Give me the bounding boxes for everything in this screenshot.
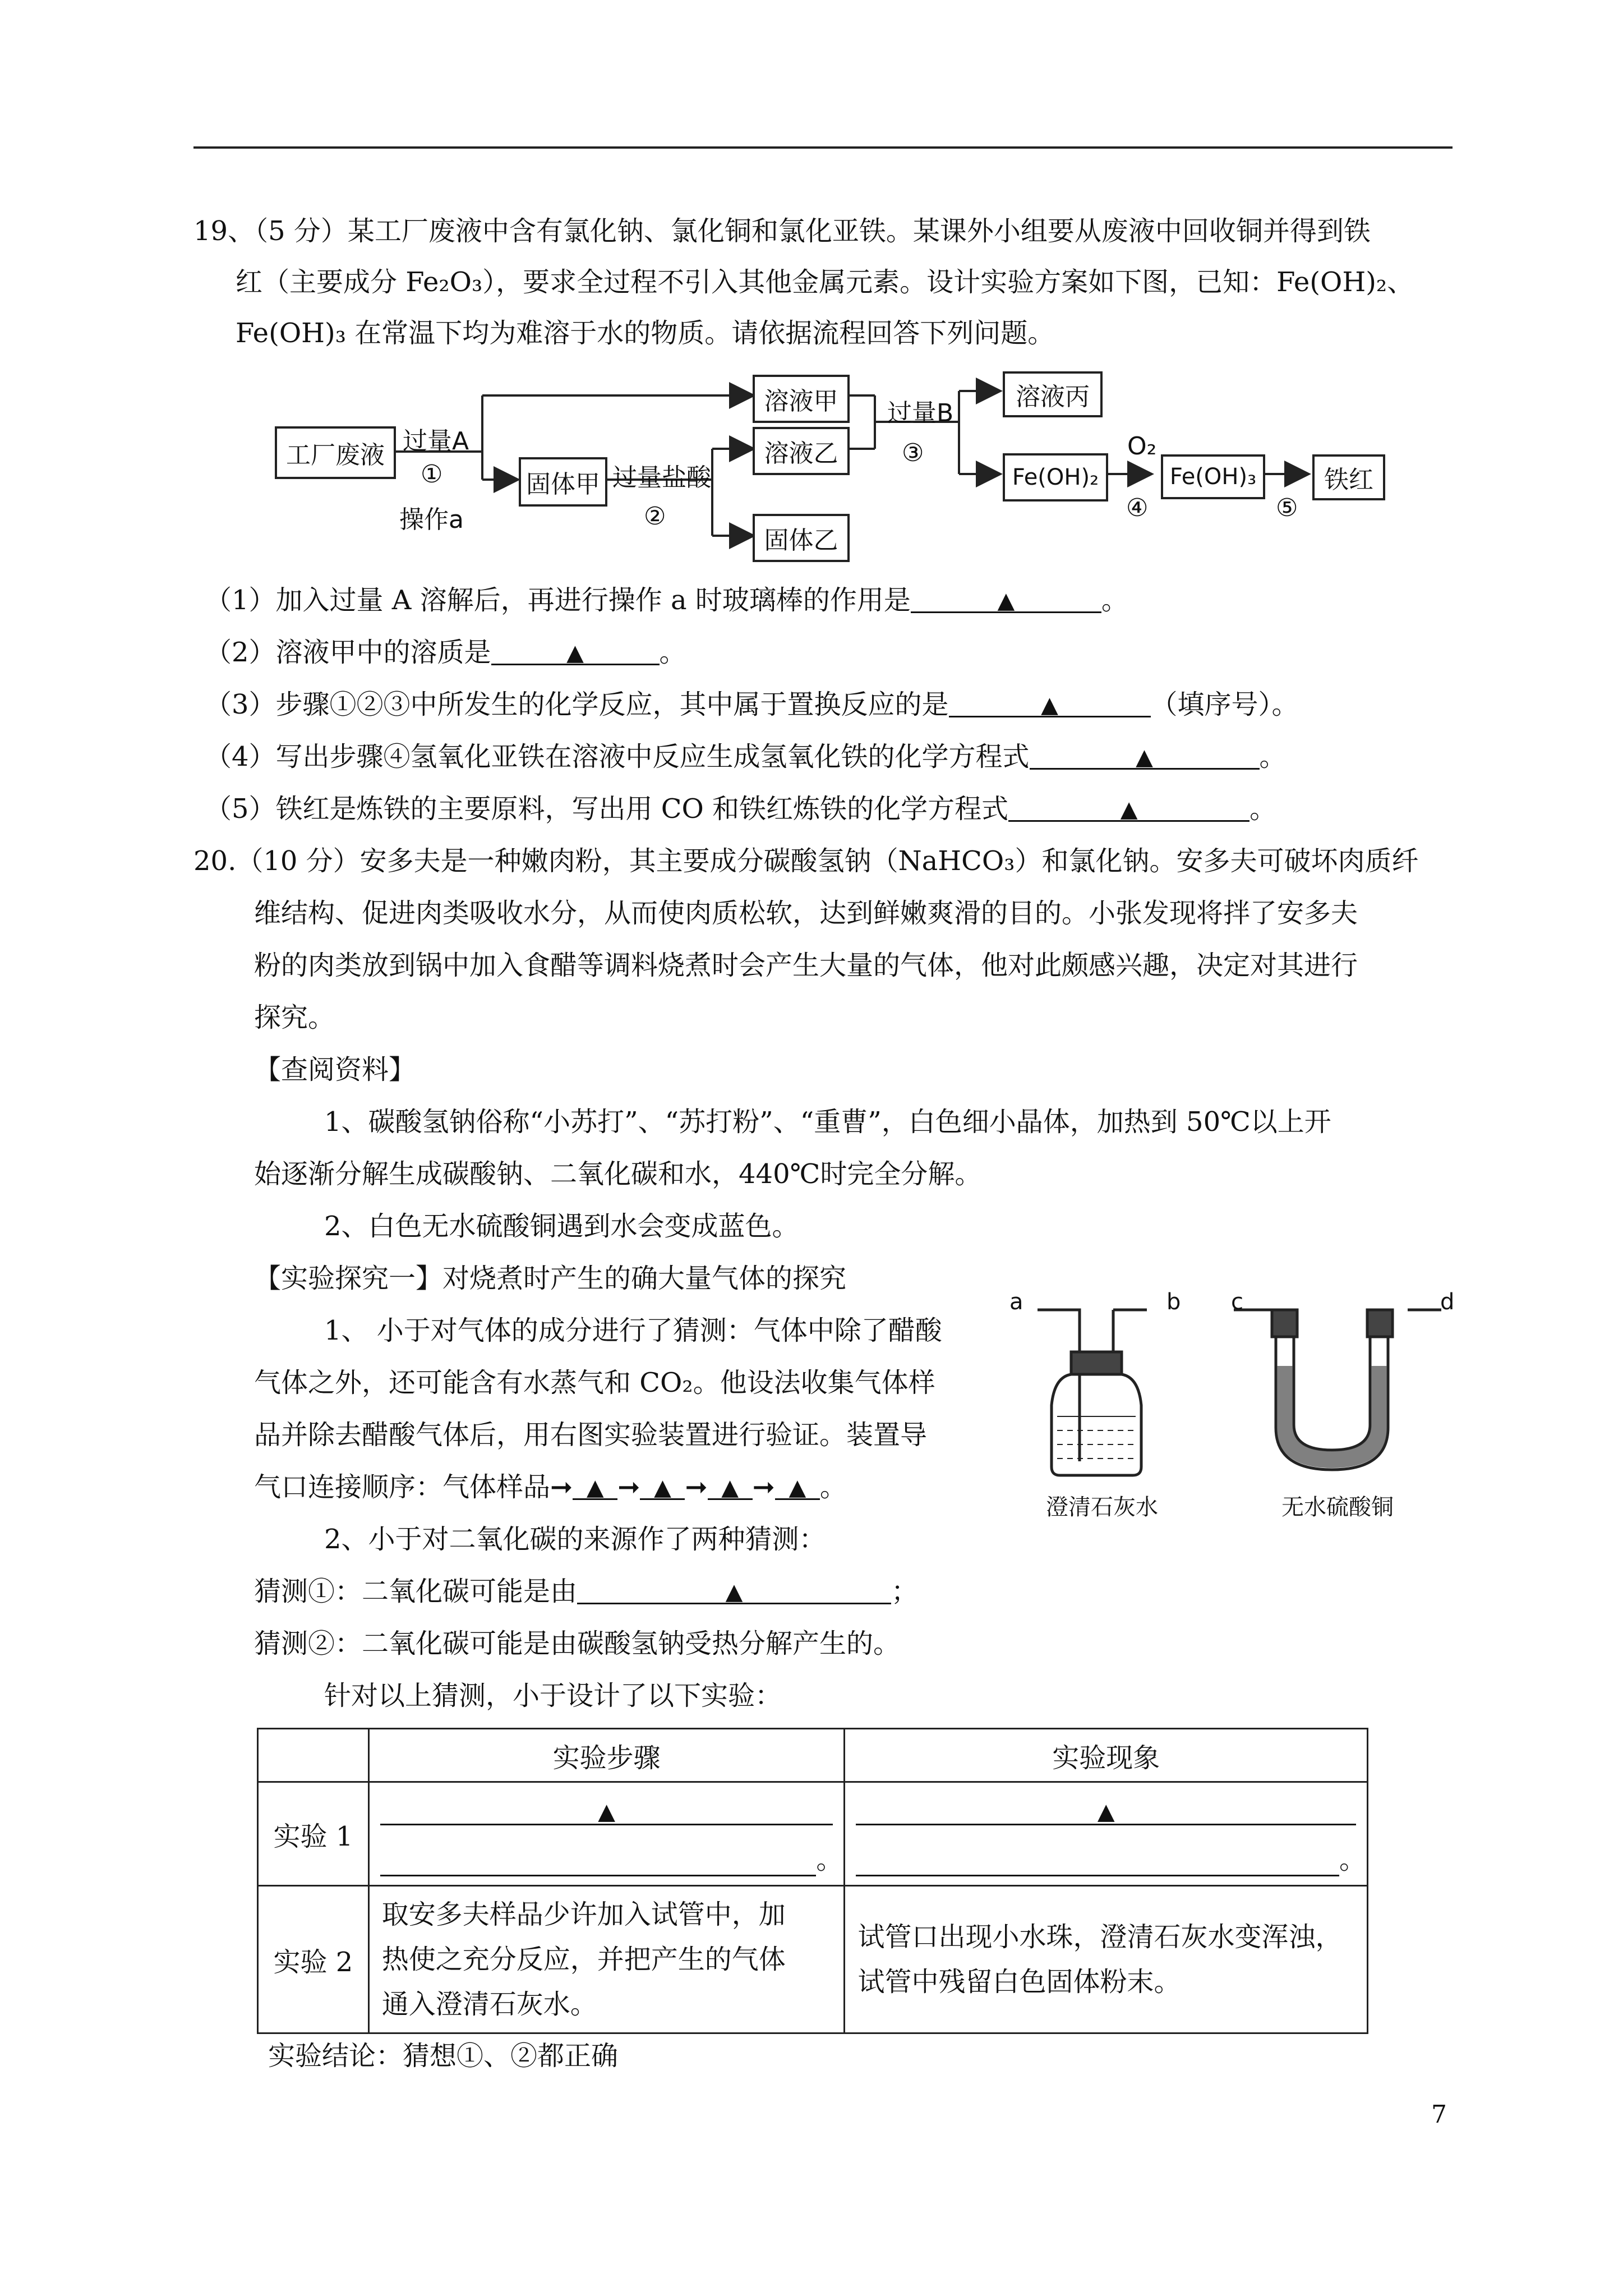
q19-sub5-text: （5）铁红是炼铁的主要原料，写出用 CO 和铁红炼铁的化学方程式 (205, 793, 1009, 825)
flow-box-feoh3: Fe(OH)₃ (1161, 454, 1265, 499)
guess1-line-c: 品并除去醋酸气体后，用右图实验装置进行验证。装置导 (254, 1419, 928, 1451)
q19-sub2-end: 。 (659, 637, 686, 668)
answer-mark: ▲ (1136, 744, 1153, 770)
q19-intro-line-2: 红（主要成分 Fe₂O₃），要求全过程不引入其他金属元素。设计实验方案如下图，已知：Fe(OH)₂、 (236, 266, 1414, 298)
answer-mark: ▲ (721, 1475, 739, 1501)
ref-item-1a: 1、碳酸氢钠俗称“小苏打”、“苏打粉”、“重曹”，白色细小晶体，加热到 50℃以上开 (324, 1106, 1331, 1138)
ref-header: 【查阅资料】 (254, 1054, 416, 1085)
q19-sub3-end: （填序号）。 (1150, 689, 1299, 720)
arrow-icon: ➞ (550, 1471, 573, 1503)
row1-steps-cell[interactable] (368, 1782, 845, 1886)
guess1-line-b: 气体之外，还可能含有水蒸气和 CO₂。他设法收集气体样 (254, 1367, 935, 1398)
flow-label-operation-a: 操作a (399, 505, 464, 534)
q19-sub4-end: 。 (1259, 741, 1287, 772)
flow-label-step5: ⑤ (1276, 494, 1298, 522)
port-order-blank-1[interactable] (573, 1470, 617, 1500)
exp1-header: 【实验探究一】对烧煮时产生的确大量气体的探究 (254, 1263, 847, 1294)
table-header-blank (258, 1729, 369, 1782)
q19-sub1 (205, 583, 1128, 617)
conclusion-line: 实验结论：猜想①、②都正确 (268, 2040, 619, 2072)
row1-phenomena-blank-1[interactable] (856, 1795, 1356, 1825)
q19-intro-line-1: 19、（5 分）某工厂废液中含有氯化钠、氯化铜和氯化亚铁。某课外小组要从废液中回收铜并得到铁 (193, 215, 1371, 247)
guess2-line: 2、小于对二氧化碳的来源作了两种猜测： (324, 1524, 826, 1555)
row1-phenomena-cell[interactable] (845, 1782, 1368, 1886)
experiment-table (257, 1728, 1368, 2034)
answer-mark: ▲ (725, 1579, 743, 1605)
q19-sub4-answer-blank[interactable] (1030, 740, 1260, 770)
row2-steps-line-1: 取安多夫样品少许加入试管中，加 (381, 1899, 786, 1930)
q19-sub4-text: （4）写出步骤④氢氧化亚铁在溶液中反应生成氢氧化铁的化学方程式 (205, 741, 1030, 772)
flow-box-waste: 工厂废液 (275, 426, 396, 479)
row2-phenomena-line-2: 试管中残留白色固体粉末。 (857, 1966, 1181, 1998)
flow-box-feoh2: Fe(OH)₂ (1003, 453, 1108, 501)
header-rule (193, 146, 1453, 149)
row2-steps-cell (368, 1886, 845, 2033)
apparatus-drawing (1015, 1299, 1469, 1489)
ref-item-1b: 始逐渐分解生成碳酸钠、二氧化碳和水，440℃时完全分解。 (254, 1158, 982, 1190)
cuso4-label: 无水硫酸铜 (1281, 1494, 1394, 1520)
q19-sub5-end: 。 (1249, 793, 1277, 825)
arrow-icon: ➞ (617, 1471, 640, 1503)
answer-mark: ▲ (586, 1475, 604, 1501)
flow-label-step1: ① (421, 460, 443, 489)
page-number: 7 (1431, 2100, 1447, 2129)
answer-mark: ▲ (1041, 692, 1058, 718)
guess-b-line: 猜测②：二氧化碳可能是由碳酸氢钠受热分解产生的。 (254, 1628, 901, 1659)
q19-sub3-text: （3）步骤①②③中所发生的化学反应，其中属于置换反应的是 (205, 689, 949, 720)
port-order-blank-4[interactable] (775, 1470, 820, 1500)
q20-intro-line-2: 维结构、促进肉类吸收水分，从而使肉质松软，达到鲜嫩爽滑的目的。小张发现将拌了安多夫 (254, 898, 1358, 929)
flow-box-solution-yi: 溶液乙 (753, 427, 850, 475)
design-line: 针对以上猜测，小于设计了以下实验： (324, 1680, 782, 1711)
q20-intro-line-3: 粉的肉类放到锅中加入食醋等调料烧煮时会产生大量的气体，他对此颇感兴趣，决定对其进行 (254, 950, 1358, 981)
flow-label-o2: O₂ (1127, 432, 1157, 461)
q19-sub3 (205, 688, 1299, 721)
flow-box-solid-yi: 固体乙 (753, 514, 850, 562)
q19-sub1-end: 。 (1101, 585, 1128, 616)
guess-a-text: 猜测①：二氧化碳可能是由 (254, 1576, 578, 1607)
port-order-blank-2[interactable] (640, 1470, 685, 1500)
guess-a-answer-blank[interactable] (577, 1575, 891, 1604)
answer-mark: ▲ (598, 1799, 615, 1825)
row2-steps-line-2: 热使之充分反应，并把产生的气体 (381, 1944, 786, 1975)
q19-sub2 (205, 636, 686, 669)
q19-intro-line-3: Fe(OH)₃ 在常温下均为难溶于水的物质。请依据流程回答下列问题。 (236, 318, 1055, 349)
row2-phenomena-cell (845, 1886, 1368, 2033)
q19-sub1-answer-blank[interactable] (911, 583, 1101, 613)
guess1-line-d (254, 1470, 847, 1504)
table-header-steps: 实验步骤 (368, 1729, 845, 1782)
flow-box-iron-red: 铁红 (1312, 454, 1385, 500)
row1-steps-line-2 (380, 1838, 843, 1876)
port-c-label: c (1231, 1289, 1243, 1315)
row1-phenomena-blank-2[interactable] (856, 1846, 1339, 1876)
arrow-icon: ➞ (685, 1471, 708, 1503)
flow-label-step4: ④ (1126, 494, 1149, 522)
table-row (258, 1782, 1368, 1886)
q20-intro-line-4: 探究。 (254, 1002, 335, 1033)
flow-label-step3: ③ (902, 439, 924, 467)
q19-sub5 (205, 792, 1276, 826)
port-order-blank-3[interactable] (708, 1470, 753, 1500)
flow-box-solution-jia: 溶液甲 (753, 375, 850, 423)
guess1-line-a: 1、 小于对气体的成分进行了猜测：气体中除了醋酸 (324, 1315, 942, 1346)
q20-intro-line-1: 20.（10 分）安多夫是一种嫩肉粉，其主要成分碳酸氢钠（NaHCO₃）和氯化钠。安多夫可破坏肉质纤 (193, 845, 1419, 877)
limewater-label: 澄清石灰水 (1046, 1494, 1158, 1520)
flow-label-excess-a: 过量A (403, 427, 469, 455)
guess1-line-d-end: 。 (819, 1471, 847, 1503)
row1-phenomena-line-2 (856, 1838, 1366, 1876)
flow-label-excess-b: 过量B (887, 399, 954, 427)
period: 。 (1339, 1844, 1366, 1875)
guess1-line-d-text: 气口连接顺序：气体样品 (254, 1471, 551, 1503)
arrow-icon: ➞ (752, 1471, 775, 1503)
answer-mark: ▲ (654, 1475, 671, 1501)
row1-steps-blank-2[interactable] (380, 1846, 817, 1876)
row2-phenomena-line-1: 试管口出现小水珠，澄清石灰水变浑浊， (857, 1921, 1343, 1953)
q19-sub4 (205, 740, 1287, 774)
row2-label: 实验 2 (258, 1886, 369, 2033)
flow-label-excess-hcl: 过量盐酸 (612, 463, 711, 492)
port-a-label: a (1009, 1289, 1023, 1315)
flow-box-solution-bing: 溶液丙 (1003, 371, 1103, 417)
guess-a-line (254, 1575, 918, 1608)
row1-steps-blank-1[interactable] (380, 1795, 833, 1825)
answer-mark: ▲ (789, 1475, 806, 1501)
answer-mark: ▲ (1097, 1799, 1115, 1825)
q19-sub2-answer-blank[interactable] (491, 636, 660, 665)
port-b-label: b (1166, 1289, 1181, 1315)
table-header-row (258, 1729, 1368, 1782)
row2-steps-line-3: 通入澄清石灰水。 (381, 1989, 597, 2020)
port-d-label: d (1440, 1289, 1455, 1315)
answer-mark: ▲ (1120, 797, 1138, 822)
table-header-phenomena: 实验现象 (845, 1729, 1368, 1782)
guess-a-end: ； (891, 1576, 919, 1607)
answer-mark: ▲ (997, 588, 1015, 614)
flow-box-solid-jia: 固体甲 (519, 457, 607, 507)
answer-mark: ▲ (566, 640, 584, 666)
q19-sub3-answer-blank[interactable] (949, 688, 1151, 717)
period: 。 (816, 1844, 843, 1875)
row1-label: 实验 1 (258, 1782, 369, 1886)
q19-sub1-text: （1）加入过量 A 溶解后，再进行操作 a 时玻璃棒的作用是 (205, 585, 911, 616)
ref-item-2: 2、白色无水硫酸铜遇到水会变成蓝色。 (324, 1211, 799, 1242)
table-row (258, 1886, 1368, 2033)
q19-sub5-answer-blank[interactable] (1008, 792, 1249, 822)
flow-label-step2: ② (644, 502, 666, 531)
q19-sub2-text: （2）溶液甲中的溶质是 (205, 637, 491, 668)
